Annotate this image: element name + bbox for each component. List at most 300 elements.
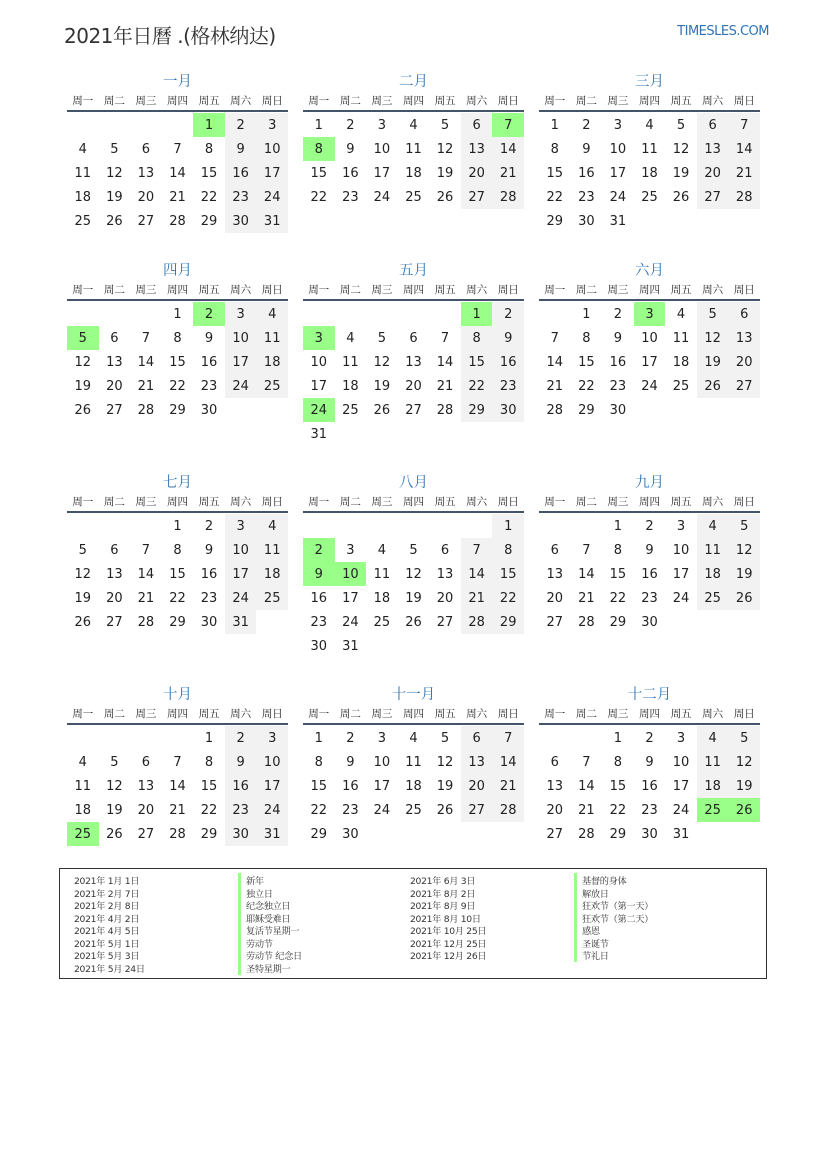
- weekday-label: 周五: [670, 496, 692, 508]
- day-grid: [303, 302, 524, 446]
- day-cell: 9: [645, 754, 654, 770]
- weekday-label: 周一: [308, 708, 330, 720]
- day-cell: 29: [461, 398, 493, 422]
- day-cell: 25: [256, 586, 288, 610]
- day-cell: 1: [314, 730, 323, 746]
- empty-day-cell: [492, 634, 524, 658]
- day-cell: 6: [141, 754, 151, 770]
- day-cell: 15: [546, 165, 564, 181]
- holiday-name: 耶稣受难日: [238, 911, 290, 925]
- day-cell: 9: [225, 137, 257, 161]
- day-cell: 25: [672, 378, 690, 394]
- day-cell: 22: [310, 802, 328, 818]
- empty-day-cell: [130, 514, 162, 538]
- day-cell: 30: [578, 213, 595, 229]
- day-cell: 10: [225, 326, 257, 350]
- day-cell: 11: [697, 538, 729, 562]
- day-cell: 15: [200, 165, 218, 181]
- day-cell: 15: [310, 778, 328, 794]
- day-cell: 14: [728, 137, 760, 161]
- empty-day-cell: [303, 302, 335, 326]
- day-cell: 30: [492, 398, 524, 422]
- site-logo[interactable]: TIMESLES.COM: [677, 24, 769, 39]
- day-cell: 11: [672, 330, 690, 346]
- day-cell: 30: [609, 402, 627, 418]
- day-cell: 18: [641, 165, 658, 181]
- day-cell: 3: [225, 302, 257, 326]
- day-cell: 16: [609, 354, 627, 370]
- day-cell: 11: [256, 326, 288, 350]
- holiday-row: [410, 912, 653, 925]
- weekday-label: 周四: [166, 284, 188, 296]
- day-cell: 26: [74, 402, 92, 418]
- day-cell: 30: [641, 614, 658, 630]
- weekday-label: 周三: [371, 708, 393, 720]
- day-cell: 12: [436, 754, 454, 770]
- holiday-name: 纪念独立日: [238, 898, 290, 912]
- day-cell: 10: [609, 141, 627, 157]
- holiday-cell: 7: [492, 113, 524, 137]
- day-grid: [539, 726, 760, 846]
- day-grid: [67, 302, 288, 422]
- weekday-label: 周六: [466, 708, 488, 720]
- holiday-cell: 10: [335, 562, 367, 586]
- day-cell: 4: [697, 726, 729, 750]
- day-cell: 10: [373, 754, 391, 770]
- day-cell: 18: [697, 562, 729, 586]
- weekday-label: 周日: [733, 284, 755, 296]
- month-name: 十一月: [391, 687, 436, 703]
- day-cell: 12: [74, 354, 92, 370]
- day-cell: 4: [256, 514, 288, 538]
- empty-day-cell: [130, 726, 162, 750]
- day-cell: 22: [169, 590, 186, 606]
- empty-day-cell: [429, 422, 461, 446]
- empty-day-cell: [162, 726, 194, 750]
- weekday-label: 周三: [607, 95, 629, 107]
- empty-day-cell: [461, 514, 493, 538]
- holiday-cell: 9: [303, 562, 335, 586]
- day-cell: 26: [672, 189, 690, 205]
- day-cell: 24: [342, 614, 359, 630]
- month-2: [303, 72, 524, 209]
- day-cell: 22: [609, 802, 627, 818]
- day-cell: 17: [373, 165, 391, 181]
- weekday-header: [539, 707, 760, 725]
- day-cell: 14: [169, 778, 186, 794]
- holiday-date: 2021年 8月 10日: [410, 913, 481, 925]
- day-cell: 31: [342, 638, 359, 654]
- empty-day-cell: [335, 514, 367, 538]
- day-cell: 24: [225, 586, 257, 610]
- day-cell: 28: [546, 402, 564, 418]
- day-cell: 21: [137, 590, 155, 606]
- day-cell: 29: [169, 614, 186, 630]
- day-cell: 28: [728, 185, 760, 209]
- day-cell: 2: [492, 302, 524, 326]
- day-cell: 5: [728, 514, 760, 538]
- day-cell: 12: [106, 165, 123, 181]
- weekday-label: 周二: [575, 496, 597, 508]
- day-cell: 30: [641, 826, 658, 842]
- month-name: 五月: [399, 263, 428, 279]
- weekday-label: 周二: [103, 496, 125, 508]
- day-grid: [303, 514, 524, 658]
- day-cell: 24: [256, 185, 288, 209]
- day-cell: 5: [110, 141, 119, 157]
- day-cell: 20: [461, 161, 493, 185]
- empty-day-cell: [67, 302, 99, 326]
- weekday-label: 周六: [466, 496, 488, 508]
- month-name: 七月: [163, 475, 192, 491]
- day-cell: 24: [373, 189, 391, 205]
- day-cell: 14: [461, 562, 493, 586]
- day-cell: 7: [173, 754, 182, 770]
- day-cell: 27: [728, 374, 760, 398]
- day-cell: 6: [110, 330, 119, 346]
- day-cell: 13: [546, 778, 564, 794]
- day-cell: 10: [641, 330, 658, 346]
- day-cell: 23: [225, 185, 257, 209]
- holiday-row: [74, 924, 302, 937]
- weekday-label: 周一: [308, 496, 330, 508]
- day-cell: 17: [609, 165, 627, 181]
- day-cell: 17: [672, 778, 690, 794]
- holiday-list: [59, 868, 767, 979]
- weekday-label: 周日: [733, 496, 755, 508]
- holiday-date: 2021年 6月 3日: [410, 876, 476, 888]
- day-cell: 26: [697, 374, 729, 398]
- day-cell: 18: [74, 802, 92, 818]
- weekday-label: 周五: [198, 496, 220, 508]
- empty-day-cell: [398, 634, 430, 658]
- day-cell: 3: [256, 113, 288, 137]
- weekday-label: 周三: [607, 496, 629, 508]
- weekday-header: [539, 94, 760, 112]
- empty-day-cell: [728, 398, 760, 422]
- day-cell: 8: [613, 542, 623, 558]
- day-cell: 8: [492, 538, 524, 562]
- weekday-label: 周日: [497, 708, 519, 720]
- weekday-header: [303, 495, 524, 513]
- day-cell: 20: [697, 161, 729, 185]
- day-cell: 23: [200, 378, 218, 394]
- day-cell: 28: [137, 614, 155, 630]
- empty-day-cell: [697, 209, 729, 233]
- day-cell: 29: [578, 402, 595, 418]
- day-cell: 10: [310, 354, 328, 370]
- holiday-date: 2021年 5月 1日: [74, 938, 140, 950]
- weekday-label: 周三: [371, 284, 393, 296]
- month-4: [67, 261, 288, 422]
- weekday-label: 周一: [544, 95, 566, 107]
- day-cell: 5: [676, 117, 686, 133]
- day-cell: 23: [492, 374, 524, 398]
- weekday-label: 周一: [72, 496, 94, 508]
- month-1: [67, 72, 288, 233]
- day-cell: 20: [106, 378, 123, 394]
- day-cell: 19: [436, 165, 454, 181]
- holiday-cell: 1: [461, 302, 493, 326]
- day-cell: 16: [578, 165, 595, 181]
- day-cell: 22: [200, 802, 218, 818]
- empty-day-cell: [429, 634, 461, 658]
- day-cell: 21: [728, 161, 760, 185]
- day-cell: 28: [461, 610, 493, 634]
- day-cell: 11: [74, 165, 92, 181]
- holiday-date: 2021年 10月 25日: [410, 926, 487, 938]
- weekday-label: 周三: [135, 496, 157, 508]
- day-cell: 12: [74, 566, 92, 582]
- day-cell: 23: [342, 802, 359, 818]
- day-cell: 18: [405, 778, 422, 794]
- empty-day-cell: [429, 514, 461, 538]
- empty-day-cell: [697, 398, 729, 422]
- holiday-name: 圣特星期一: [238, 961, 290, 975]
- day-cell: 29: [609, 826, 627, 842]
- day-cell: 31: [310, 426, 328, 442]
- empty-day-cell: [429, 302, 461, 326]
- day-cell: 16: [492, 350, 524, 374]
- day-cell: 3: [377, 730, 387, 746]
- holiday-date: 2021年 2月 7日: [74, 888, 140, 900]
- day-cell: 9: [346, 141, 355, 157]
- day-cell: 13: [546, 566, 564, 582]
- empty-day-cell: [366, 302, 398, 326]
- empty-day-cell: [665, 209, 697, 233]
- weekday-label: 周二: [575, 708, 597, 720]
- day-cell: 19: [672, 165, 690, 181]
- weekday-header: [539, 495, 760, 513]
- day-cell: 29: [169, 402, 186, 418]
- empty-day-cell: [461, 822, 493, 846]
- day-cell: 25: [74, 213, 92, 229]
- weekday-label: 周五: [198, 708, 220, 720]
- day-cell: 21: [546, 378, 564, 394]
- weekday-label: 周四: [402, 284, 424, 296]
- empty-day-cell: [335, 302, 367, 326]
- holiday-name: 节礼日: [574, 948, 609, 962]
- day-cell: 25: [256, 374, 288, 398]
- day-cell: 20: [728, 350, 760, 374]
- day-cell: 14: [436, 354, 454, 370]
- empty-day-cell: [492, 422, 524, 446]
- empty-day-cell: [634, 209, 666, 233]
- day-cell: 4: [697, 514, 729, 538]
- month-9: [539, 473, 760, 634]
- day-cell: 16: [225, 161, 257, 185]
- day-cell: 28: [578, 614, 595, 630]
- holiday-name: 独立日: [238, 886, 273, 900]
- holiday-date: 2021年 8月 9日: [410, 901, 476, 913]
- empty-day-cell: [398, 302, 430, 326]
- weekday-label: 周六: [466, 95, 488, 107]
- day-cell: 11: [641, 141, 658, 157]
- day-cell: 26: [728, 586, 760, 610]
- empty-day-cell: [162, 113, 194, 137]
- holiday-cell: 2: [303, 538, 335, 562]
- weekday-label: 周二: [339, 95, 361, 107]
- day-cell: 15: [169, 566, 186, 582]
- day-cell: 14: [169, 165, 186, 181]
- day-cell: 13: [137, 165, 155, 181]
- day-cell: 20: [137, 189, 155, 205]
- day-cell: 31: [225, 610, 257, 634]
- day-cell: 2: [225, 113, 257, 137]
- holiday-row: [74, 949, 302, 962]
- month-name: 四月: [163, 263, 192, 279]
- day-cell: 13: [137, 778, 155, 794]
- day-grid: [67, 113, 288, 233]
- day-cell: 25: [405, 802, 422, 818]
- empty-day-cell: [697, 822, 729, 846]
- holiday-cell: 8: [303, 137, 335, 161]
- month-name: 六月: [635, 263, 664, 279]
- day-cell: 21: [169, 189, 186, 205]
- day-cell: 28: [169, 213, 186, 229]
- empty-day-cell: [398, 422, 430, 446]
- day-cell: 1: [582, 306, 591, 322]
- empty-day-cell: [461, 634, 493, 658]
- weekday-header: [67, 94, 288, 112]
- day-cell: 20: [461, 774, 493, 798]
- day-cell: 6: [461, 726, 493, 750]
- holiday-name: 狂欢节（第一天）: [574, 898, 653, 912]
- day-cell: 23: [225, 798, 257, 822]
- day-cell: 9: [204, 542, 214, 558]
- day-cell: 4: [645, 117, 654, 133]
- weekday-label: 周四: [166, 95, 188, 107]
- weekday-label: 周五: [434, 496, 456, 508]
- empty-day-cell: [67, 726, 99, 750]
- day-cell: 4: [78, 754, 87, 770]
- empty-day-cell: [99, 302, 131, 326]
- day-cell: 19: [436, 778, 454, 794]
- day-cell: 6: [550, 542, 559, 558]
- day-cell: 1: [204, 730, 214, 746]
- day-cell: 11: [697, 750, 729, 774]
- day-cell: 5: [110, 754, 119, 770]
- holiday-cell: 25: [697, 798, 729, 822]
- day-cell: 21: [169, 802, 186, 818]
- day-cell: 11: [342, 354, 359, 370]
- empty-day-cell: [99, 113, 131, 137]
- day-cell: 29: [200, 213, 218, 229]
- day-cell: 6: [461, 113, 493, 137]
- month-11: [303, 685, 524, 846]
- day-cell: 16: [200, 566, 218, 582]
- holiday-cell: 3: [634, 302, 666, 326]
- day-cell: 2: [204, 518, 214, 534]
- weekday-label: 周日: [261, 95, 283, 107]
- day-cell: 2: [346, 117, 355, 133]
- holiday-list-column: [410, 874, 653, 962]
- day-cell: 27: [137, 826, 155, 842]
- holiday-date: 2021年 5月 3日: [74, 951, 140, 963]
- day-cell: 4: [78, 141, 87, 157]
- day-cell: 5: [377, 330, 387, 346]
- weekday-label: 周二: [575, 284, 597, 296]
- day-cell: 15: [609, 778, 627, 794]
- page-title: 2021年日曆 .(格林纳达): [64, 24, 276, 48]
- day-cell: 22: [169, 378, 186, 394]
- weekday-label: 周五: [198, 95, 220, 107]
- weekday-label: 周四: [402, 708, 424, 720]
- day-cell: 16: [342, 778, 359, 794]
- holiday-row: [74, 899, 302, 912]
- day-cell: 26: [436, 189, 454, 205]
- day-cell: 10: [672, 542, 690, 558]
- day-cell: 18: [256, 350, 288, 374]
- day-cell: 6: [550, 754, 559, 770]
- month-8: [303, 473, 524, 658]
- day-cell: 18: [405, 165, 422, 181]
- day-cell: 12: [405, 566, 422, 582]
- day-cell: 8: [173, 330, 182, 346]
- weekday-label: 周四: [402, 95, 424, 107]
- day-cell: 15: [200, 778, 218, 794]
- day-cell: 9: [492, 326, 524, 350]
- day-cell: 20: [546, 802, 564, 818]
- weekday-label: 周日: [261, 496, 283, 508]
- day-cell: 21: [436, 378, 454, 394]
- day-cell: 28: [492, 185, 524, 209]
- holiday-row: [74, 962, 302, 975]
- day-cell: 18: [74, 189, 92, 205]
- empty-day-cell: [665, 610, 697, 634]
- weekday-label: 周二: [103, 284, 125, 296]
- day-cell: 26: [405, 614, 422, 630]
- day-cell: 27: [436, 614, 454, 630]
- day-cell: 18: [672, 354, 690, 370]
- holiday-date: 2021年 4月 5日: [74, 926, 140, 938]
- empty-day-cell: [571, 726, 603, 750]
- day-cell: 3: [225, 514, 257, 538]
- day-cell: 22: [609, 590, 627, 606]
- day-cell: 1: [613, 518, 623, 534]
- day-cell: 3: [676, 518, 686, 534]
- empty-day-cell: [67, 113, 99, 137]
- day-cell: 21: [578, 802, 595, 818]
- day-cell: 2: [645, 518, 654, 534]
- weekday-header: [67, 283, 288, 301]
- holiday-row: [74, 937, 302, 950]
- weekday-label: 周二: [339, 284, 361, 296]
- empty-day-cell: [366, 634, 398, 658]
- day-cell: 11: [405, 141, 422, 157]
- holiday-date: 2021年 4月 2日: [74, 913, 140, 925]
- day-cell: 27: [137, 213, 155, 229]
- day-cell: 23: [200, 590, 218, 606]
- day-cell: 2: [346, 730, 355, 746]
- holiday-name: 复活节星期一: [238, 923, 299, 937]
- empty-day-cell: [99, 514, 131, 538]
- holiday-name: 狂欢节（第二天）: [574, 911, 653, 925]
- day-cell: 10: [672, 754, 690, 770]
- day-cell: 19: [106, 189, 123, 205]
- holiday-row: [410, 887, 653, 900]
- day-cell: 26: [106, 826, 123, 842]
- day-cell: 28: [169, 826, 186, 842]
- day-cell: 22: [546, 189, 564, 205]
- empty-day-cell: [366, 514, 398, 538]
- day-cell: 23: [310, 614, 328, 630]
- month-5: [303, 261, 524, 446]
- holiday-list-column: [74, 874, 302, 974]
- day-cell: 1: [173, 306, 182, 322]
- day-cell: 14: [137, 354, 155, 370]
- day-cell: 25: [697, 586, 729, 610]
